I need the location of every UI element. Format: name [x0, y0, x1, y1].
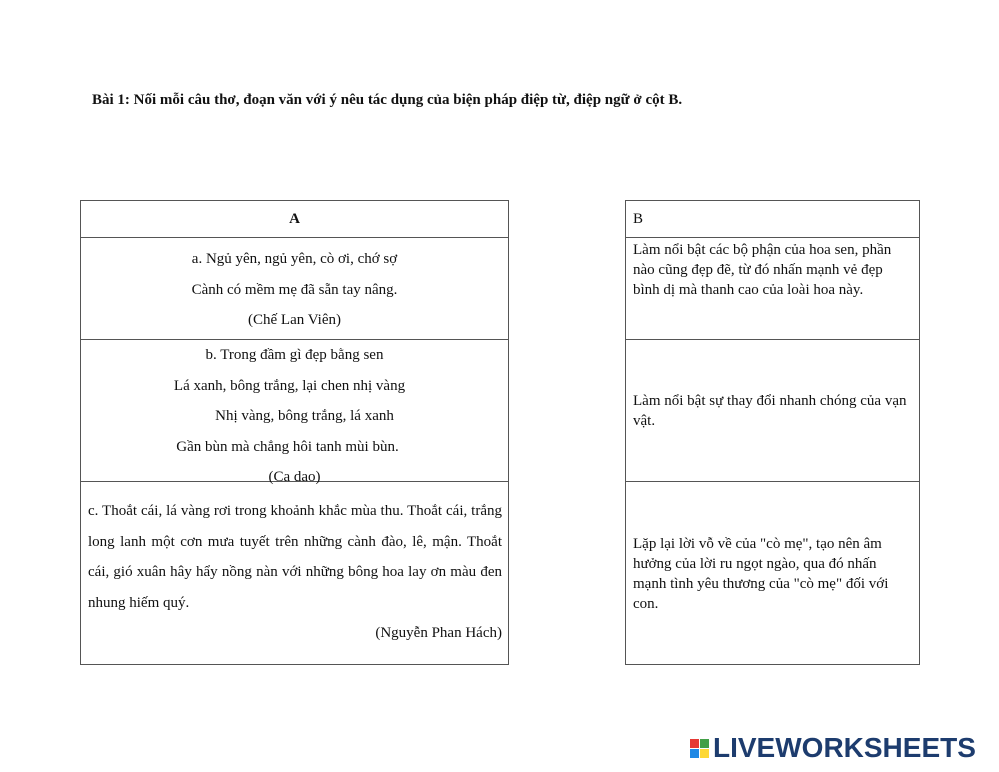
- item-b-line-4: Gần bùn mà chẳng hôi tanh mùi bùn.: [176, 438, 399, 455]
- answer-b-2-cell[interactable]: [626, 340, 919, 482]
- item-b-source: (Ca dao): [268, 469, 321, 485]
- logo-block-yellow: [700, 749, 709, 758]
- answer-b-3-text: Lặp lại lời vỗ về của "cò mẹ", tạo nên âm hưởng của lời ru ngọt ngào, qua đó nhấn mạnh tình yêu thương của "cò mẹ" đối với con.: [633, 536, 889, 612]
- column-a-table: [80, 200, 509, 665]
- column-b-table: [625, 200, 920, 665]
- item-c-source: (Nguyễn Phan Hách): [375, 625, 502, 641]
- item-a-cell[interactable]: [81, 238, 508, 340]
- logo-blocks-icon: [690, 739, 709, 758]
- answer-b-1-text: Làm nổi bật các bộ phận của hoa sen, phần nào cũng đẹp đẽ, từ đó nhấn mạnh vẻ đẹp bình dị mà thanh cao của loài hoa này.: [633, 242, 892, 298]
- item-b-line-2: Lá xanh, bông trắng, lại chen nhị vàng: [173, 377, 406, 394]
- logo-block-red: [690, 739, 699, 748]
- item-b-line-1: b. Trong đầm gì đẹp bằng sen: [205, 347, 384, 363]
- logo-block-green: [700, 739, 709, 748]
- item-c-paragraph: c. Thoắt cái, lá vàng rơi trong khoảnh khắc mùa thu. Thoắt cái, trắng long lanh một cơn mưa tuyết trên những cành đào, lê, mận. Thoắt cái, gió xuân hây hẩy nồng nàn với những bông hoa lay ơn màu đen nhung hiếm quý.: [88, 503, 502, 611]
- item-a-line-2: Cành có mềm mẹ đã sẵn tay nâng.: [191, 281, 398, 298]
- logo-text: LIVEWORKSHEETS: [713, 732, 976, 763]
- item-b-line-3: Nhị vàng, bông trắng, lá xanh: [215, 408, 394, 424]
- answer-b-3-cell[interactable]: [626, 482, 919, 666]
- item-b-cell[interactable]: [81, 340, 508, 485]
- logo-block-blue: [690, 749, 699, 758]
- item-c-cell[interactable]: [81, 482, 508, 666]
- answer-b-1-cell[interactable]: [626, 238, 919, 340]
- item-a-source: (Chế Lan Viên): [248, 312, 341, 328]
- answer-b-2-text: Làm nổi bật sự thay đổi nhanh chóng của vạn vật.: [633, 392, 907, 429]
- liveworksheets-logo: [690, 730, 976, 766]
- column-b-header: B: [626, 201, 919, 238]
- column-a-header: A: [81, 201, 508, 238]
- exercise-title: Bài 1: Nối mỗi câu thơ, đoạn văn với ý nêu tác dụng của biện pháp điệp từ, điệp ngữ ở cột B.: [92, 92, 683, 108]
- item-a-line-1: a. Ngủ yên, ngủ yên, cò ơi, chớ sợ: [191, 251, 398, 267]
